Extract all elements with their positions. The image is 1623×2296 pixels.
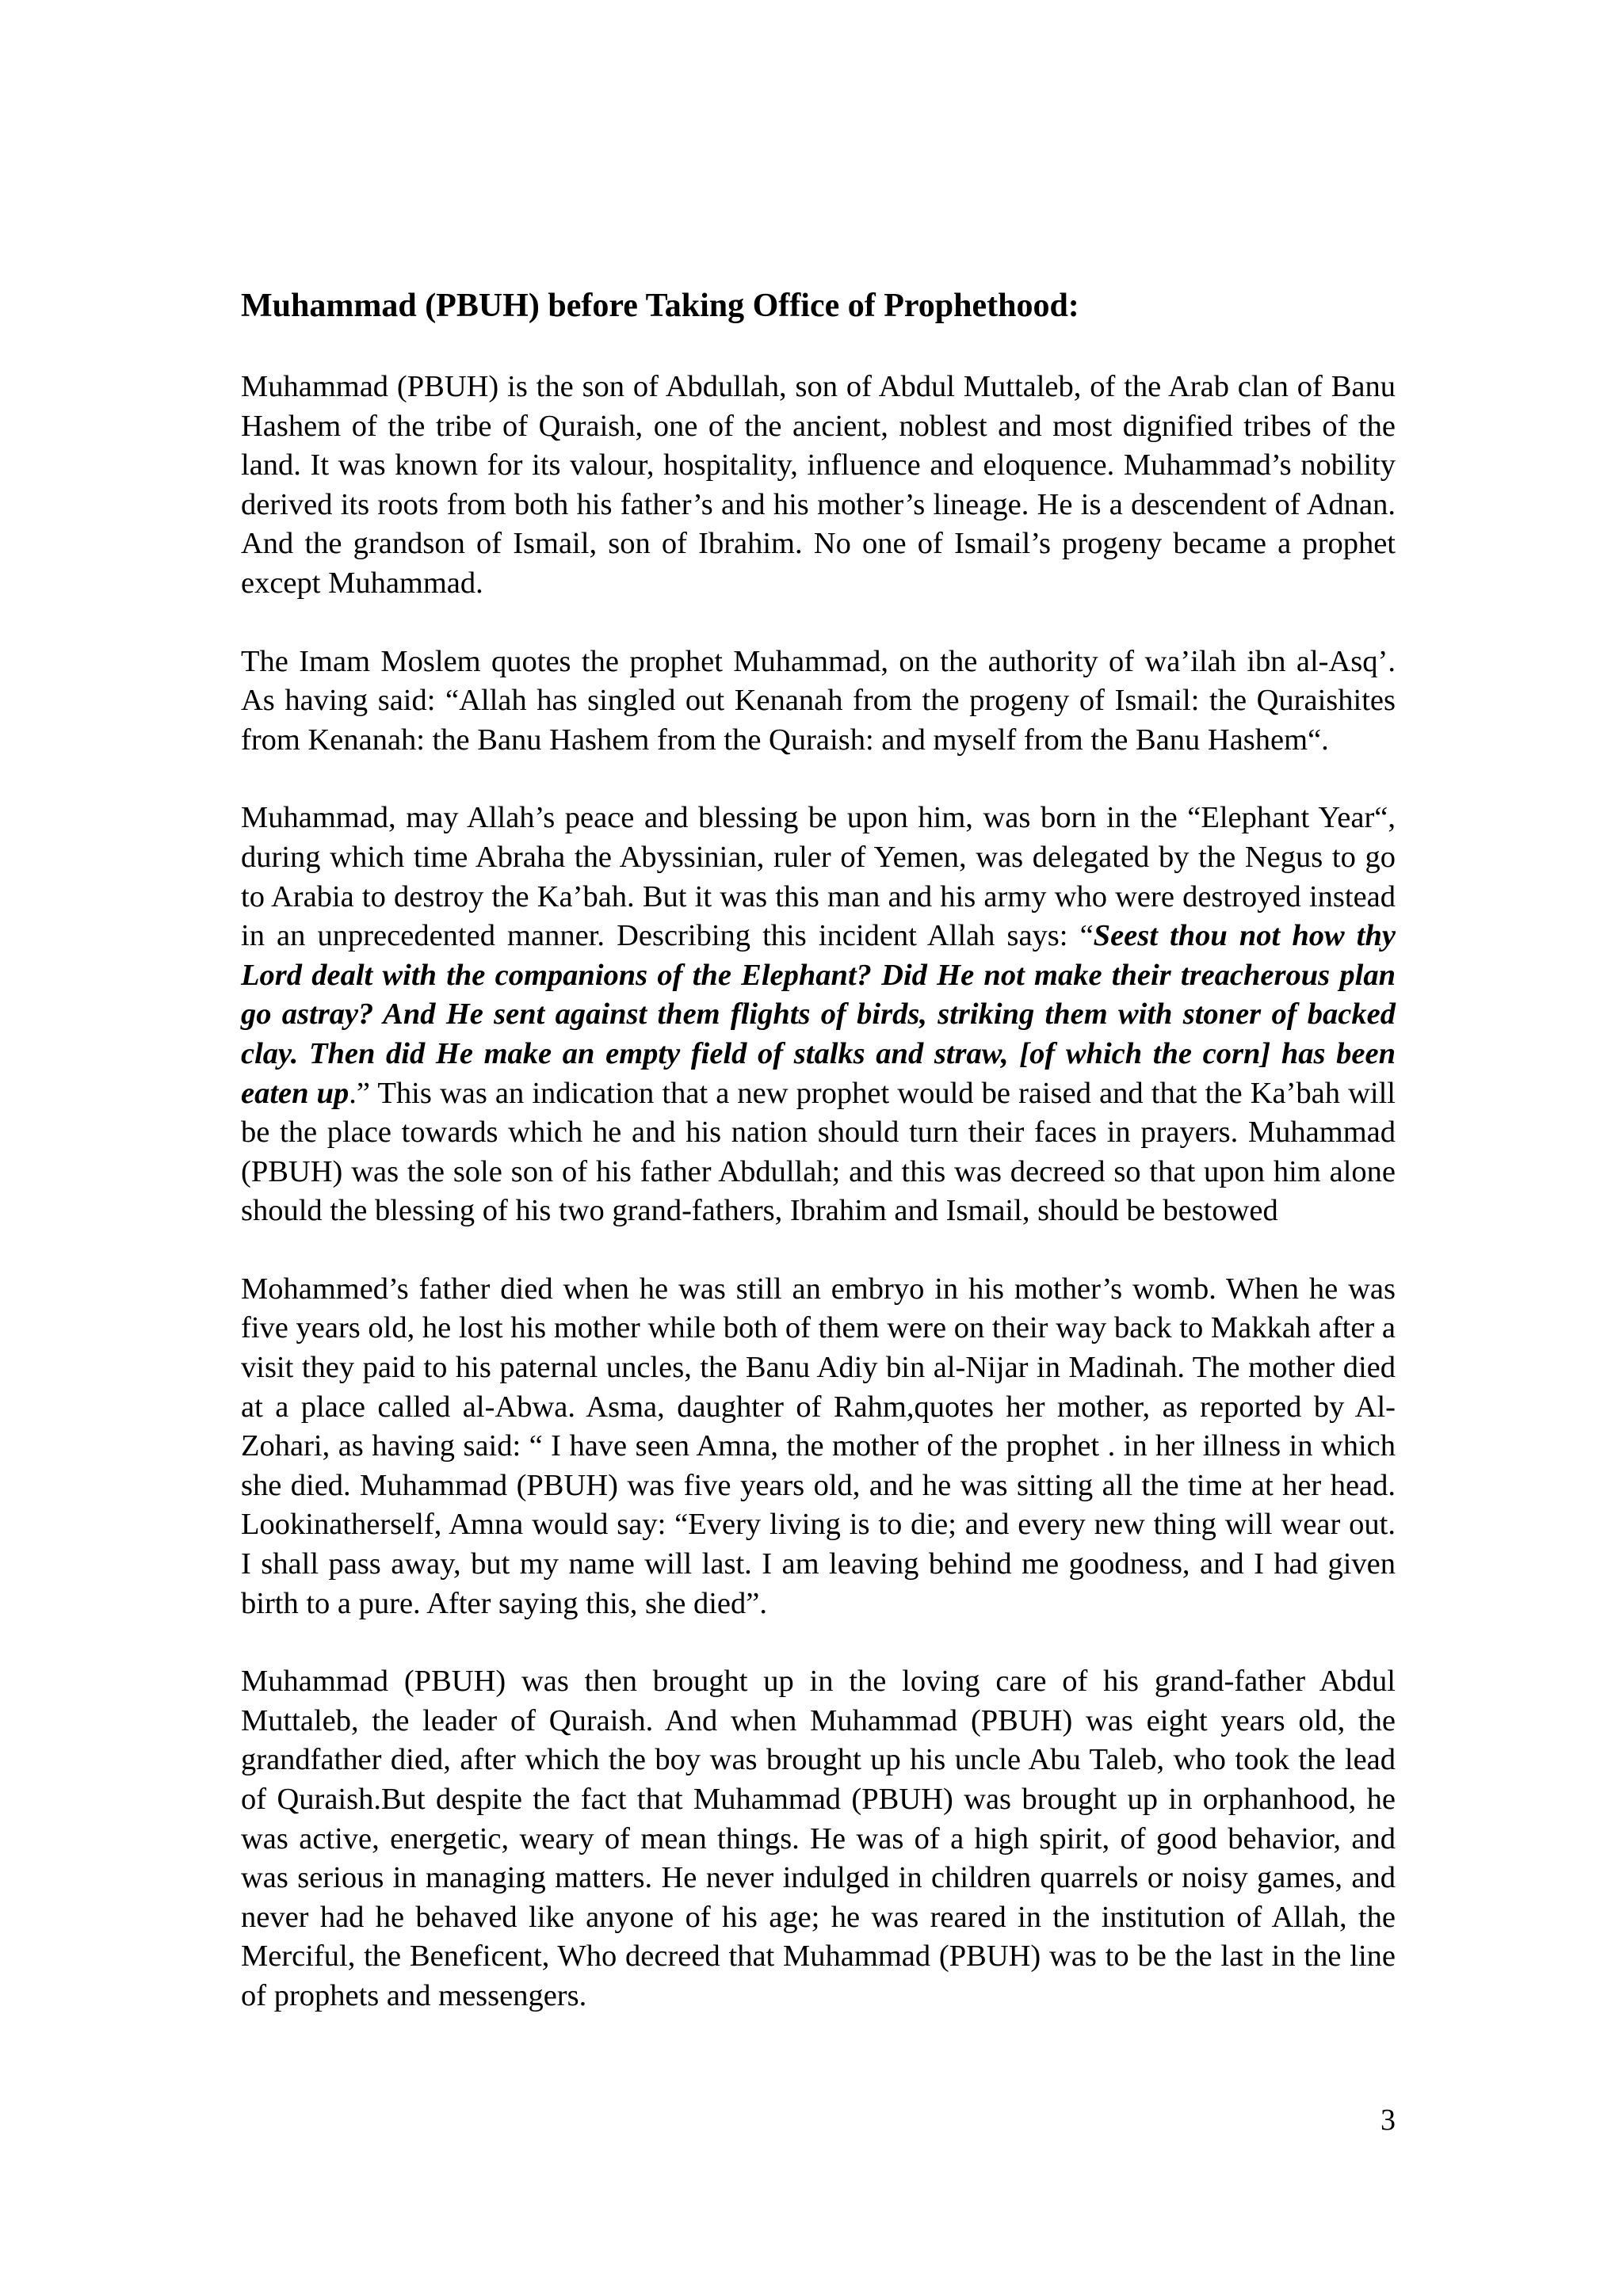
paragraph-parents: Mohammed’s father died when he was still an embryo in his mother’s womb. When he was five years old, he lost his mother while both of them were on their way back to Makkah after a visit they paid to his paternal uncles, the Banu Adiy bin al-Nijar in Madinah. The mother died at a place called al-Abwa. Asma, daughter of Rahm,quotes her mother, as reported by Al-Zohari, as having said: “ I have seen Amna, the mother of the prophet . in her illness in which she died. Muhammad (PBUH) was five years old, and he was sitting all the time at her head. Lookinatherself, Amna would say: “Every living is to die; and every new thing will wear out. I shall pass away, but my name will last. I am leaving behind me goodness, and I had given birth to a pure. After saying this, she died”. xyxy=(241,1272,1396,1620)
section-heading: Muhammad (PBUH) before Taking Office of Prophethood: xyxy=(241,288,1079,324)
paragraph-lineage: Muhammad (PBUH) is the son of Abdullah, son of Abdul Muttaleb, of the Arab clan of Banu Hashem of the tribe of Quraish, one of the ancient, noblest and most dignified tribes of the land. It was known for its valour, hospitality, influence and eloquence. Muhammad’s nobility derived its roots from both his father’s and his mother’s lineage. He is a descendent of Adnan. And the grandson of Ismail, son of Ibrahim. No one of Ismail’s progeny became a prophet except Muhammad. xyxy=(241,370,1396,600)
paragraph-elephant-year xyxy=(241,799,1396,1231)
page-body xyxy=(241,285,1396,2055)
elephant-year-intro: Muhammad, may Allah’s peace and blessing be upon him, was born in the “Elephant Year“, during which time Abraha the Abyssinian, ruler of Yemen, was delegated by the Negus to go to Arabia to destroy the Ka’bah. But it was this man and his army who were destroyed instead in an unprecedented manner. Describing this incident Allah says: “ xyxy=(241,801,1396,953)
paragraph-upbringing: Muhammad (PBUH) was then brought up in the loving care of his grand-father Abdul Muttaleb, the leader of Quraish. And when Muhammad (PBUH) was eight years old, the grandfather died, after which the boy was brought up his uncle Abu Taleb, who took the lead of Quraish.But despite the fact that Muhammad (PBUH) was brought up in orphanhood, he was active, energetic, weary of mean things. He was of a high spirit, of good behavior, and was serious in managing matters. He never indulged in children quarrels or noisy games, and never had he behaved like anyone of his age; he was reared in the institution of Allah, the Merciful, the Beneficent, Who decreed that Muhammad (PBUH) was to be the last in the line of prophets and messengers. xyxy=(241,1665,1396,2012)
paragraph-imam-moslem-quote: The Imam Moslem quotes the prophet Muhammad, on the authority of wa’ilah ibn al-Asq’. As having said: “Allah has singled out Kenanah from the progeny of Ismail: the Quraishites from Kenanah: the Banu Hashem from the Quraish: and myself from the Banu Hashem“. xyxy=(241,644,1396,757)
page-number: 3 xyxy=(1381,2103,1396,2137)
elephant-year-conclusion: .” This was an indication that a new prophet would be raised and that the Ka’bah will be the place towards which he and his nation should turn their faces in prayers. Muhammad (PBUH) was the sole son of his father Abdullah; and this was decreed so that upon him alone should the blessing of his two grand-fathers, Ibrahim and Ismail, should be bestowed xyxy=(241,1076,1396,1228)
quran-quote: Seest thou not how thy Lord dealt with the companions of the Elephant? Did He not make their treacherous plan go astray? And He sent against them flights of birds, striking them with stoner of backed clay. Then did He make an empty field of stalks and straw, [of which the corn] has been eaten up xyxy=(241,919,1396,1110)
